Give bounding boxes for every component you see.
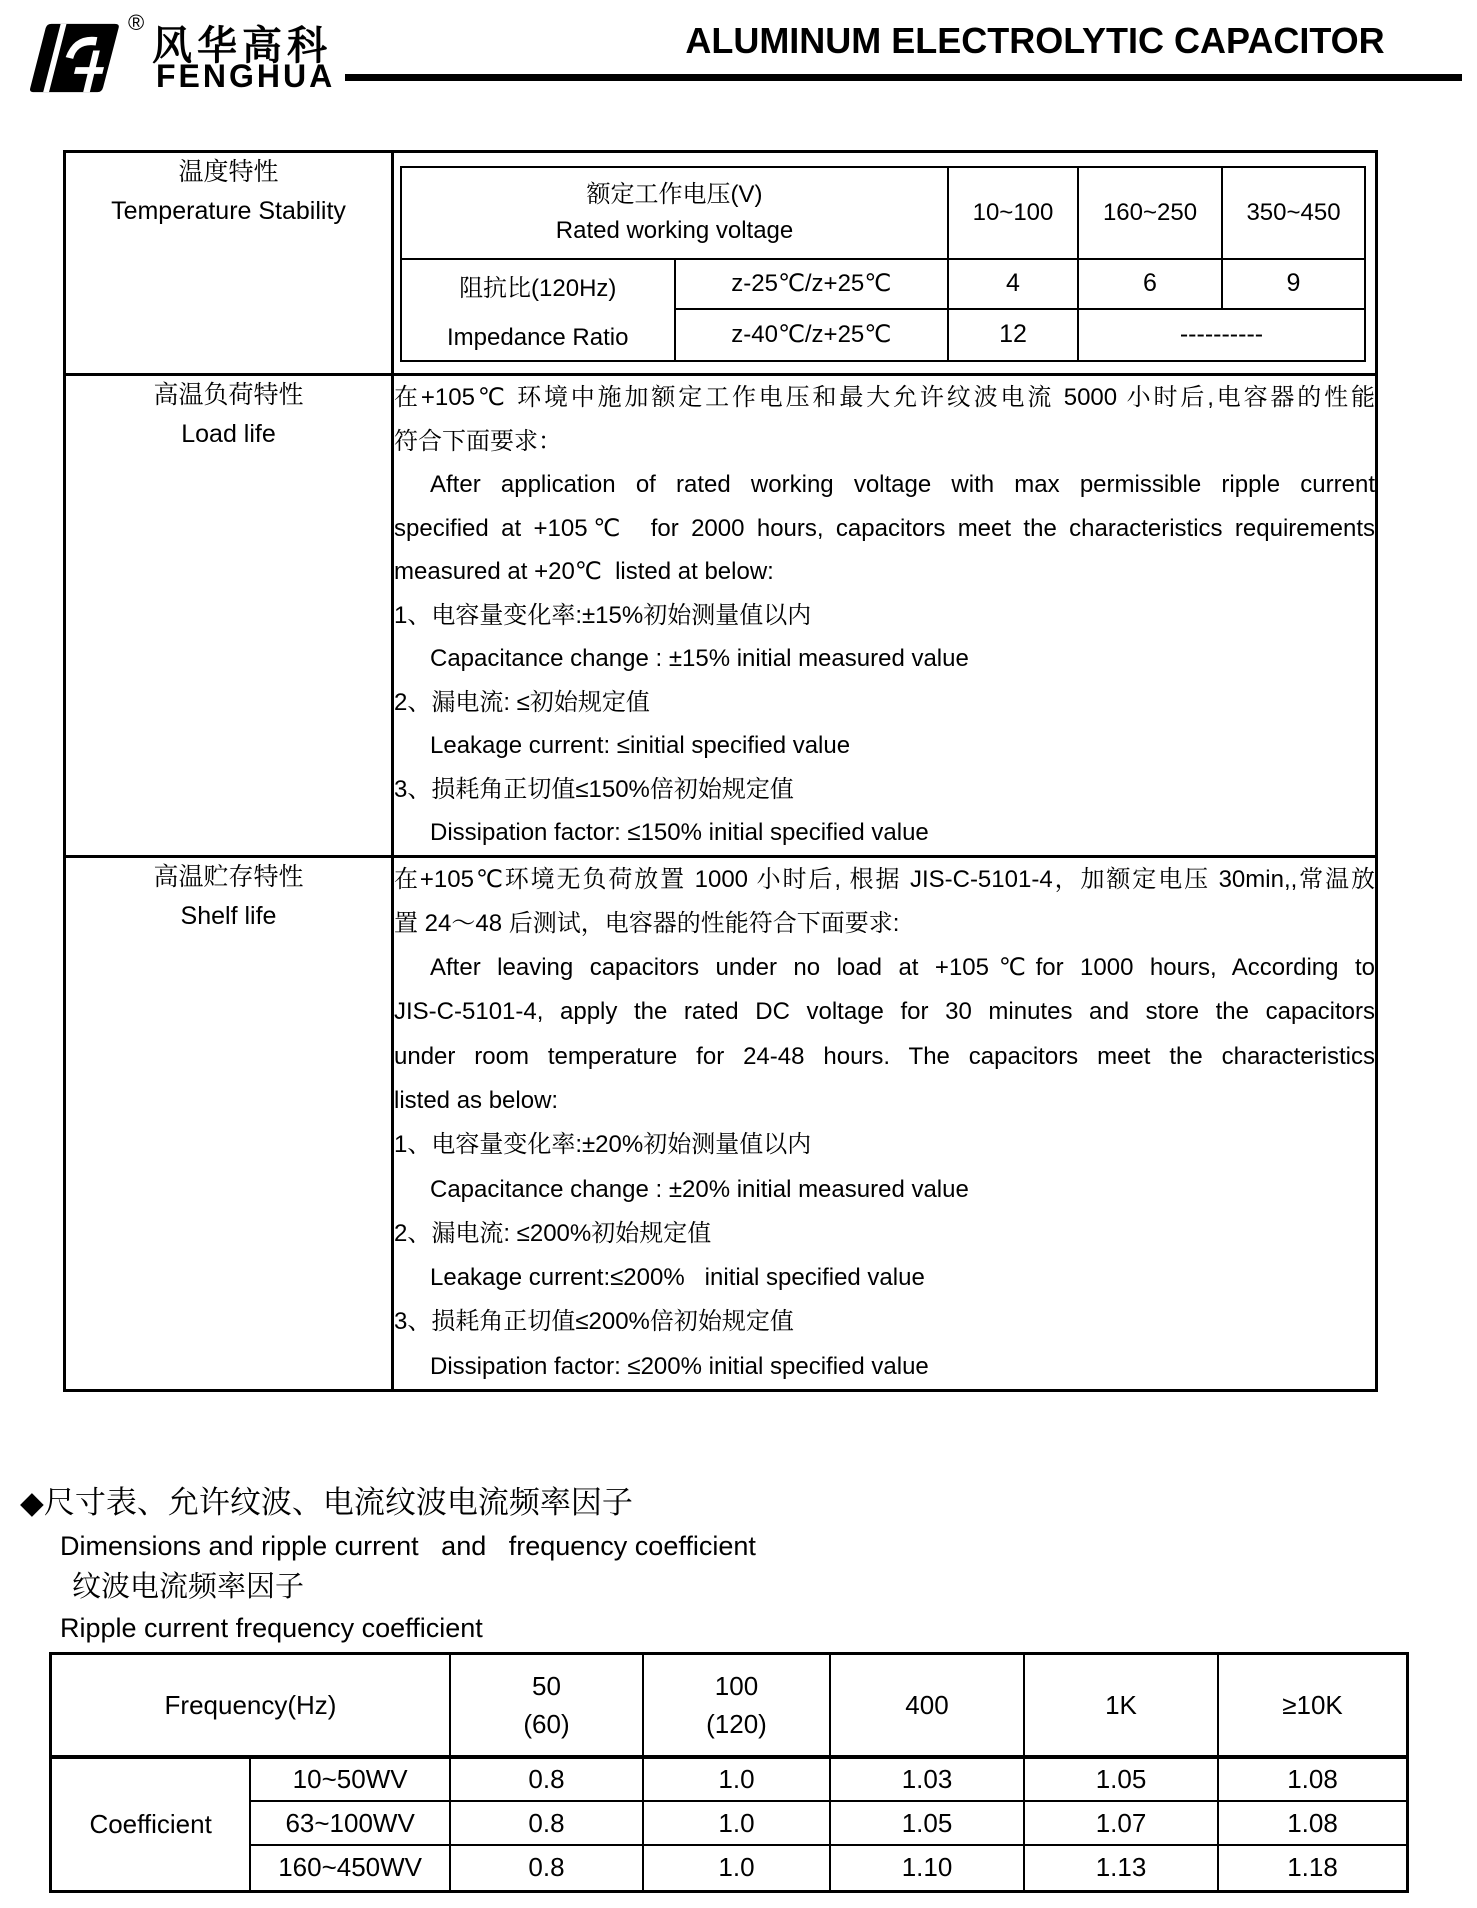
coefficient-value-cell: 0.8 <box>450 1757 643 1801</box>
shelf-life-content-cell <box>393 856 1377 1391</box>
fenghua-logo-icon <box>24 16 124 105</box>
brand-name-english: FENGHUA <box>156 58 336 94</box>
frequency-column-header <box>643 1654 830 1758</box>
impedance-ratio-label-cn: 阻抗比(120Hz) <box>459 275 617 302</box>
impedance-value-cell: 12 <box>948 309 1078 361</box>
shelf-life-text-line: 3、损耗角正切值≤200%倍初始规定值 <box>394 1308 794 1336</box>
frequency-value: 100 <box>714 1671 759 1701</box>
temperature-stability-label-cn: 温度特性 <box>178 158 279 186</box>
frequency-column-header: ≥10K <box>1218 1654 1408 1758</box>
voltage-range-cell: 350~450 <box>1222 167 1365 259</box>
characteristics-table <box>63 150 1378 1392</box>
rated-voltage-header-en: Rated working voltage <box>555 217 794 244</box>
coefficient-value-cell: 1.0 <box>643 1845 830 1891</box>
temperature-stability-content-cell <box>393 152 1377 375</box>
shelf-life-text-line: 置 24～48 后测试，电容器的性能符合下面要求: <box>394 909 900 937</box>
load-life-label-cell <box>65 375 393 857</box>
frequency-column-header <box>450 1654 643 1758</box>
load-life-text-line: 1、电容量变化率:±15%初始测量值以内 <box>394 601 812 629</box>
registered-trademark-icon: ® <box>128 10 145 35</box>
coefficient-value-cell: 1.0 <box>643 1801 830 1845</box>
shelf-life-text-line: After leaving capacitors under no load at +105℃for 1000 hours, According to <box>430 954 1375 982</box>
voltage-range-row-label: 10~50WV <box>250 1757 450 1801</box>
section-heading-cn <box>20 1480 756 1526</box>
load-life-text-line: specified at +105℃ for 2000 hours, capacitors meet the characteristics requirements <box>394 514 1375 542</box>
load-life-text-line: Capacitance change : ±15% initial measured value <box>430 645 969 672</box>
shelf-life-text-line: listed as below: <box>394 1086 559 1114</box>
impedance-value-cell: 4 <box>948 259 1078 309</box>
header-divider <box>345 74 1462 81</box>
frequency-column-header: 1K <box>1024 1654 1218 1758</box>
load-life-text-line: After application of rated working voltage with max permissible ripple current <box>430 471 1375 498</box>
shelf-life-label-cell <box>65 856 393 1391</box>
shelf-life-text-line: 在+105℃环境无负荷放置 1000 小时后, 根据 JIS-C-5101-4，加额定电压 30min,,常温放 <box>394 865 1375 893</box>
load-life-label-cn: 高温负荷特性 <box>153 381 304 409</box>
load-life-text-line: Leakage current: ≤initial specified value <box>430 732 851 759</box>
impedance-value-cell: 9 <box>1222 259 1365 309</box>
shelf-life-text-line: JIS-C-5101-4, apply the rated DC voltage for 30 minutes and store the capacitors <box>394 998 1375 1026</box>
brand-name-chinese: 风华高科 <box>152 24 332 68</box>
section-heading <box>20 1480 756 1649</box>
impedance-ratio-table <box>400 166 1366 362</box>
coefficient-value-cell: 1.07 <box>1024 1801 1218 1845</box>
frequency-coefficient-table <box>49 1652 1409 1893</box>
section-subheading-en: Ripple current frequency coefficient <box>60 1613 483 1643</box>
coefficient-value-cell: 0.8 <box>450 1845 643 1891</box>
frequency-value: 50 <box>532 1671 561 1701</box>
voltage-range-row-label: 160~450WV <box>250 1845 450 1891</box>
coefficient-value-cell: 1.03 <box>830 1757 1024 1801</box>
frequency-value-alt: (120) <box>706 1709 767 1739</box>
temperature-stability-label-en: Temperature Stability <box>111 197 346 225</box>
coefficient-value-cell: 1.05 <box>1024 1757 1218 1801</box>
impedance-ratio-label-en: Impedance Ratio <box>447 324 629 351</box>
coefficient-value-cell: 1.13 <box>1024 1845 1218 1891</box>
coefficient-value-cell: 1.0 <box>643 1757 830 1801</box>
rated-voltage-header-cn: 额定工作电压(V) <box>586 181 763 208</box>
shelf-life-text-line: 2、漏电流: ≤200%初始规定值 <box>394 1219 712 1247</box>
frequency-column-header: 400 <box>830 1654 1024 1758</box>
impedance-value-cell: 6 <box>1078 259 1222 309</box>
coefficient-value-cell: 1.18 <box>1218 1845 1408 1891</box>
diamond-bullet-icon: ◆ <box>20 1485 44 1520</box>
section-heading-cn-text: 尺寸表、允许纹波、电流纹波电流频率因子 <box>43 1485 633 1520</box>
shelf-life-text-line: 1、电容量变化率:±20%初始测量值以内 <box>394 1131 812 1159</box>
impedance-condition-cell: z-40℃/z+25℃ <box>675 309 949 361</box>
coefficient-value-cell: 0.8 <box>450 1801 643 1845</box>
shelf-life-text-line: under room temperature for 24-48 hours. The capacitors meet the characteristics <box>394 1042 1375 1070</box>
load-life-text-line: 在+105℃ 环境中施加额定工作电压和最大允许纹波电流 5000 小时后,电容器的性能 <box>394 384 1375 411</box>
load-life-text-line: Dissipation factor: ≤150% initial specified value <box>430 819 929 846</box>
page-title: ALUMINUM ELECTROLYTIC CAPACITOR <box>685 20 1385 61</box>
voltage-range-cell: 160~250 <box>1078 167 1222 259</box>
load-life-text-line: 3、损耗角正切值≤150%倍初始规定值 <box>394 775 794 803</box>
shelf-life-label-cn: 高温贮存特性 <box>153 862 304 891</box>
coefficient-value-cell: 1.05 <box>830 1801 1024 1845</box>
load-life-text-line: measured at +20℃ listed at below: <box>394 558 774 585</box>
load-life-text-line: 符合下面要求： <box>394 427 562 455</box>
frequency-header-cell: Frequency(Hz) <box>51 1654 451 1758</box>
frequency-value-alt: (60) <box>523 1709 570 1739</box>
voltage-range-row-label: 63~100WV <box>250 1801 450 1845</box>
voltage-range-cell: 10~100 <box>948 167 1078 259</box>
load-life-label-en: Load life <box>181 420 276 448</box>
coefficient-value-cell: 1.10 <box>830 1845 1024 1891</box>
shelf-life-text-line: Capacitance change : ±20% initial measured value <box>430 1175 969 1203</box>
temperature-stability-label-cell <box>65 152 393 375</box>
impedance-condition-cell: z-25℃/z+25℃ <box>675 259 949 309</box>
impedance-ratio-label-cell <box>401 259 675 361</box>
load-life-text-line: 2、漏电流: ≤初始规定值 <box>394 688 650 716</box>
shelf-life-text-line: Leakage current:≤200% initial specified value <box>430 1264 925 1292</box>
impedance-value-dashes-cell: ---------- <box>1078 309 1365 361</box>
coefficient-value-cell: 1.08 <box>1218 1801 1408 1845</box>
shelf-life-label-en: Shelf life <box>180 901 277 930</box>
load-life-content-cell <box>393 375 1377 857</box>
coefficient-value-cell: 1.08 <box>1218 1757 1408 1801</box>
coefficient-group-label-cell: Coefficient <box>51 1757 251 1891</box>
section-subheading-cn: 纹波电流频率因子 <box>72 1571 305 1603</box>
section-heading-en: Dimensions and ripple current and frequency coefficient <box>60 1531 756 1561</box>
shelf-life-text-line: Dissipation factor: ≤200% initial specified value <box>430 1352 929 1380</box>
rated-voltage-header-cell <box>401 167 948 259</box>
